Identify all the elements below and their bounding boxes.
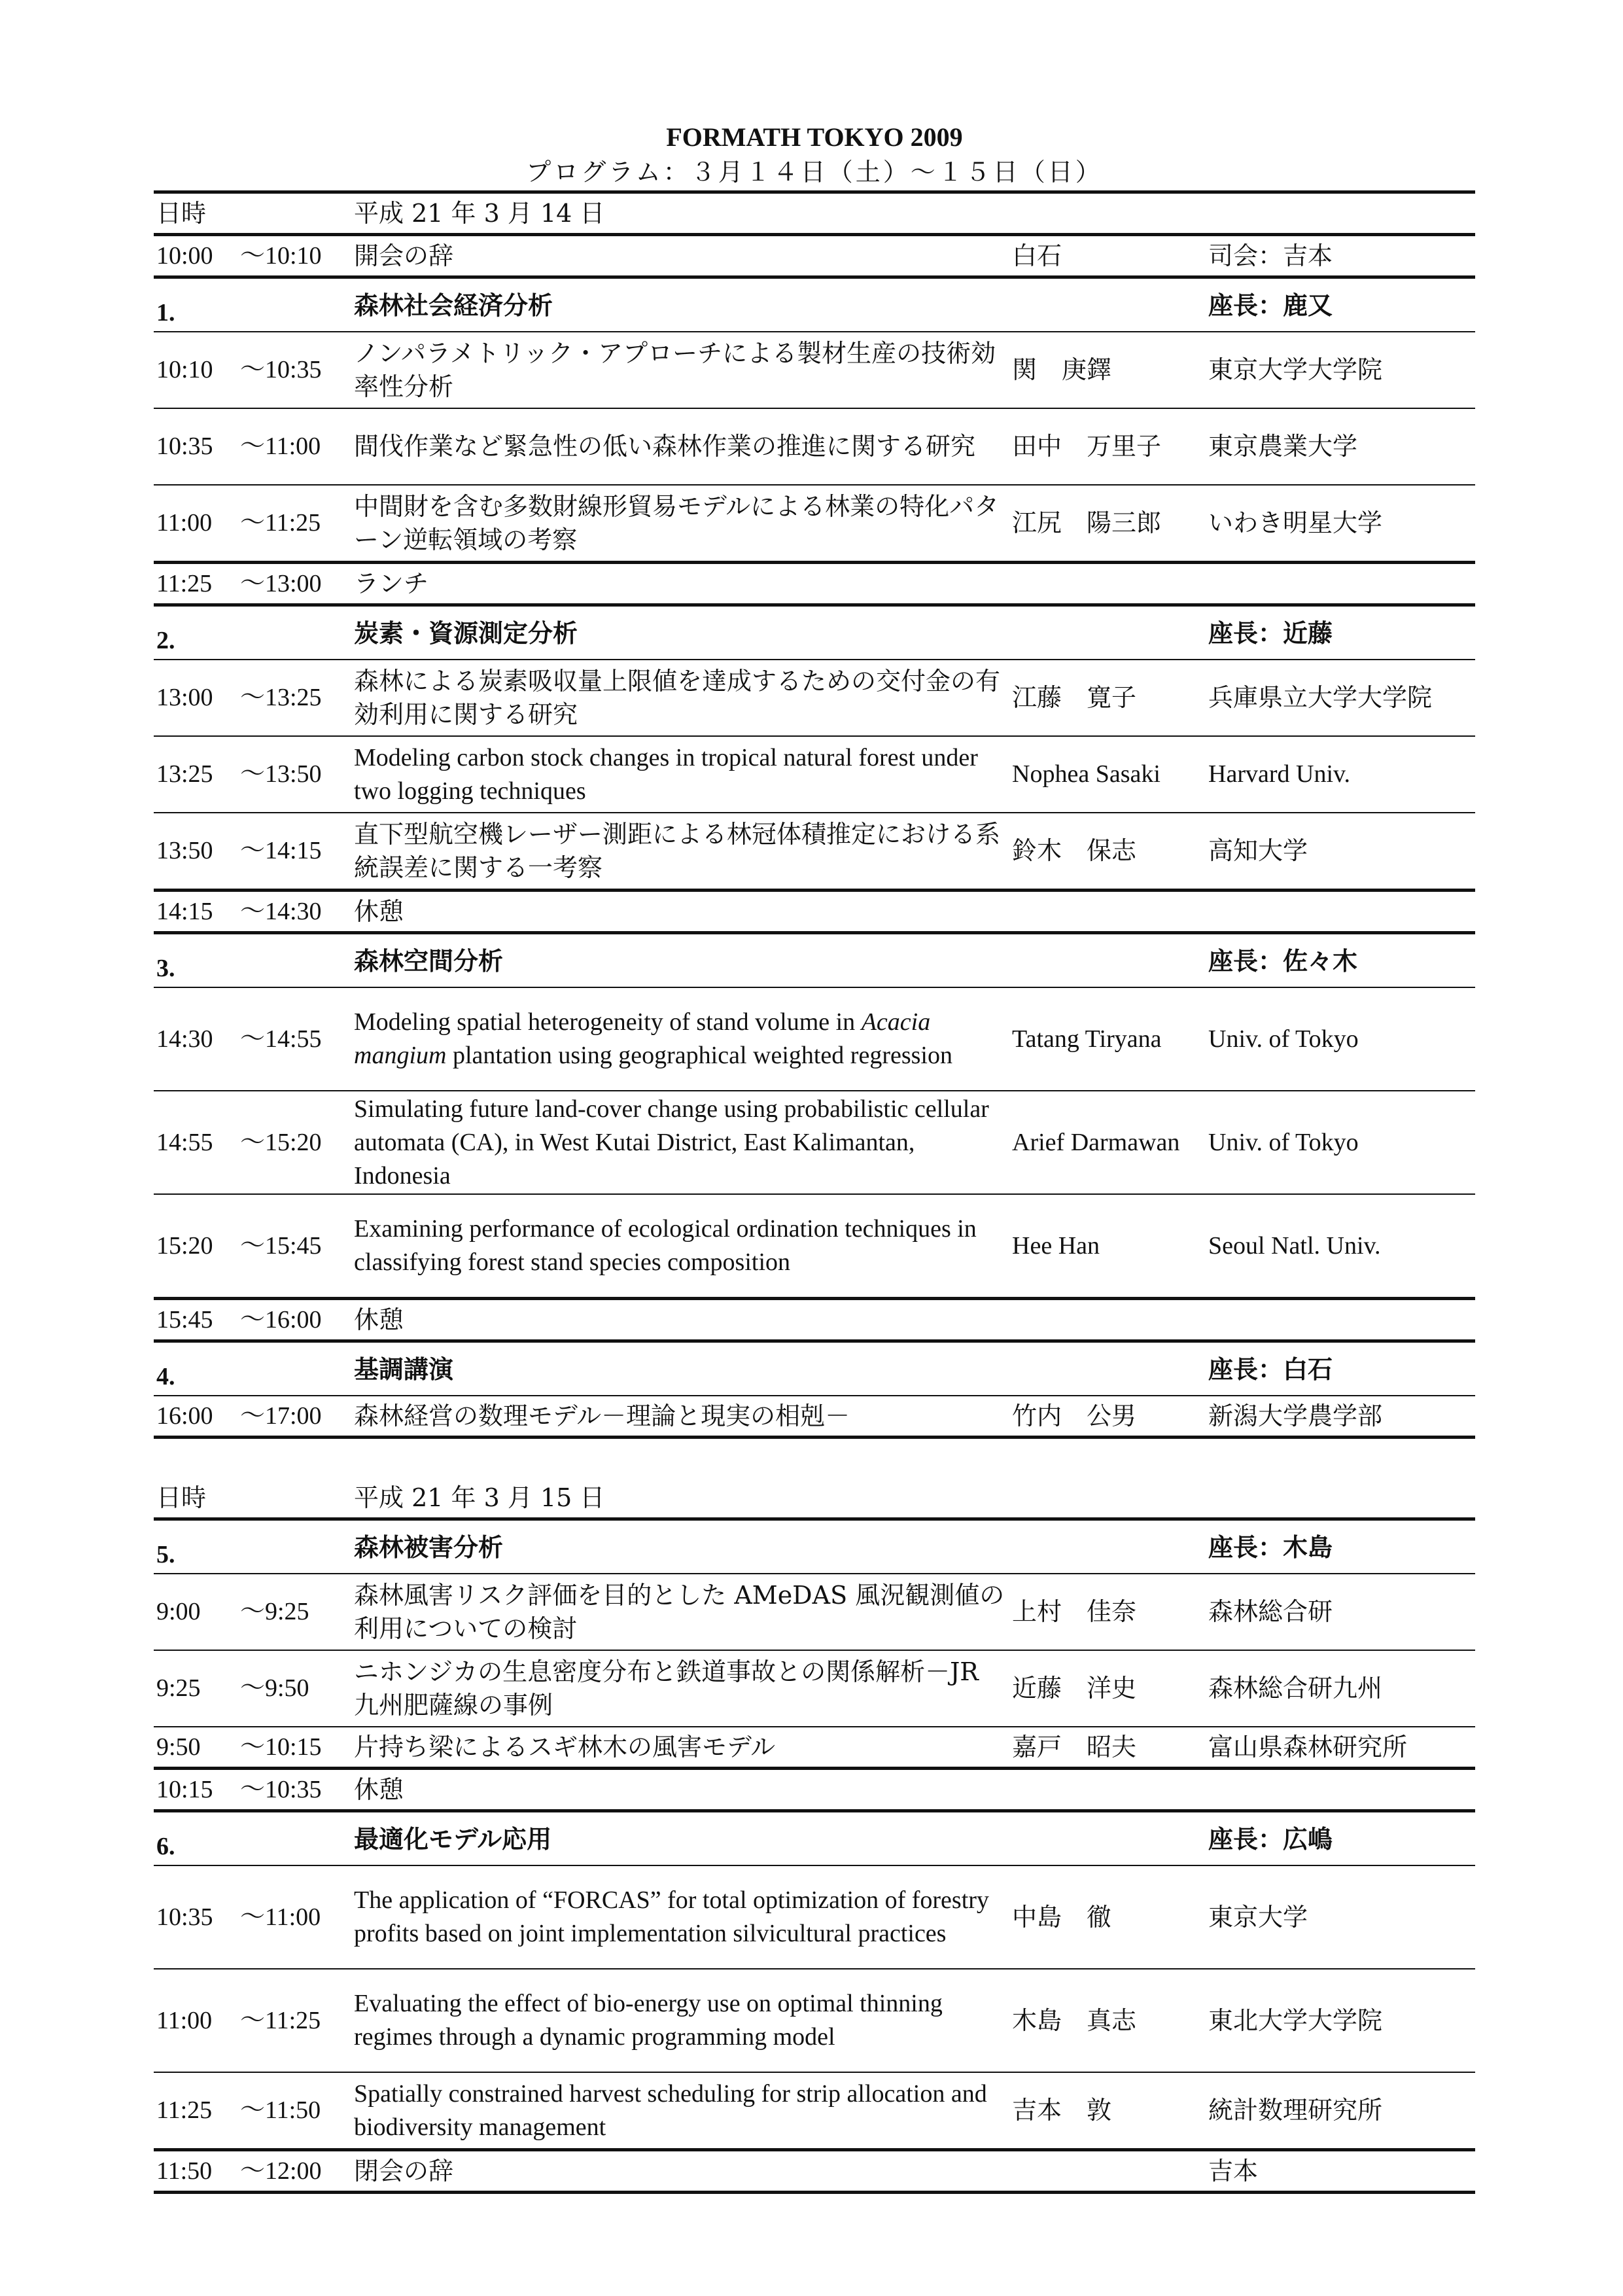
session-title: 基調講演	[351, 1341, 1206, 1396]
session-number: 2.	[154, 605, 351, 660]
session-title: 最適化モデル応用	[351, 1811, 1206, 1866]
talk-title: Simulating future land-cover change using probabilistic cellular automata (CA), in West Kutai District, East Kalimantan, Indonesia	[351, 1091, 1009, 1194]
end-time: ～13:25	[237, 660, 351, 736]
end-time: ～15:45	[237, 1194, 351, 1299]
end-time: ～15:20	[237, 1091, 351, 1194]
speaker: 竹内 公男	[1009, 1396, 1206, 1438]
document-subtitle: プログラム：３月１４日（土）～１５日（日）	[526, 158, 1103, 186]
document-title: FORMATH TOKYO 2009	[666, 122, 963, 152]
talk-title: 開会の辞	[351, 235, 1009, 277]
day-spacer	[154, 1438, 1475, 1479]
session-number: 1.	[154, 277, 351, 332]
break-row	[154, 563, 1475, 605]
talk-title: ノンパラメトリック・アプローチによる製材生産の技術効率性分析	[351, 332, 1009, 408]
session-header	[154, 605, 1475, 660]
speaker: 木島 真志	[1009, 1969, 1206, 2072]
session-header	[154, 1341, 1475, 1396]
affiliation: 森林総合研九州	[1206, 1650, 1475, 1727]
speaker: 田中 万里子	[1009, 408, 1206, 485]
affiliation: 富山県森林研究所	[1206, 1727, 1475, 1769]
program-row	[154, 1574, 1475, 1650]
talk-title: ニホンジカの生息密度分布と鉄道事故との関係解析－JR 九州肥薩線の事例	[351, 1650, 1009, 1727]
session-header	[154, 277, 1475, 332]
end-time: ～11:00	[237, 408, 351, 485]
end-time: ～16:00	[237, 1299, 351, 1341]
end-time: ～10:10	[237, 235, 351, 277]
speaker: 上村 佳奈	[1009, 1574, 1206, 1650]
end-time: ～11:00	[237, 1865, 351, 1969]
affiliation: 兵庫県立大学大学院	[1206, 660, 1475, 736]
end-time: ～11:50	[237, 2072, 351, 2150]
start-time: 11:25	[154, 2072, 237, 2150]
start-time: 10:35	[154, 1865, 237, 1969]
start-time: 14:55	[154, 1091, 237, 1194]
session-chair: 座長：木島	[1206, 1519, 1475, 1574]
talk-title	[351, 987, 1009, 1091]
session-number: 6.	[154, 1811, 351, 1866]
start-time: 11:00	[154, 1969, 237, 2072]
day-label: 日時	[156, 1483, 207, 1512]
start-time: 14:15	[154, 891, 237, 933]
program-row	[154, 1650, 1475, 1727]
session-number: 4.	[154, 1341, 351, 1396]
start-time: 11:25	[154, 563, 237, 605]
program-row	[154, 332, 1475, 408]
break-row	[154, 891, 1475, 933]
talk-title-part: plantation using geographical weighted regression	[446, 1042, 952, 1069]
affiliation: いわき明星大学	[1206, 485, 1475, 563]
affiliation: 統計数理研究所	[1206, 2072, 1475, 2150]
end-time: ～11:25	[237, 485, 351, 563]
speaker: 江藤 寛子	[1009, 660, 1206, 736]
program-row	[154, 485, 1475, 563]
speaker: 江尻 陽三郎	[1009, 485, 1206, 563]
talk-title: 片持ち梁によるスギ林木の風害モデル	[351, 1727, 1009, 1769]
session-number: 5.	[154, 1519, 351, 1574]
start-time: 14:30	[154, 987, 237, 1091]
program-row	[154, 1969, 1475, 2072]
session-title: 炭素・資源測定分析	[351, 605, 1206, 660]
speaker: 白石	[1009, 235, 1206, 277]
day-date: 平成 21 年 3 月 15 日	[354, 1483, 605, 1512]
session-header	[154, 1811, 1475, 1866]
session-chair: 座長：鹿又	[1206, 277, 1475, 332]
end-time: ～14:30	[237, 891, 351, 933]
start-time: 13:25	[154, 736, 237, 813]
program-row	[154, 408, 1475, 485]
speaker: 中島 徹	[1009, 1865, 1206, 1969]
session-header	[154, 933, 1475, 988]
speaker: 近藤 洋史	[1009, 1650, 1206, 1727]
affiliation: 東京農業大学	[1206, 408, 1475, 485]
start-time: 11:50	[154, 2150, 237, 2193]
end-time: ～14:55	[237, 987, 351, 1091]
program-row	[154, 1865, 1475, 1969]
end-time: ～13:50	[237, 736, 351, 813]
break-row	[154, 2150, 1475, 2193]
affiliation: Univ. of Tokyo	[1206, 1091, 1475, 1194]
break-label: ランチ	[351, 563, 1475, 605]
end-time: ～9:50	[237, 1650, 351, 1727]
session-chair: 座長：佐々木	[1206, 933, 1475, 988]
speaker: 鈴木 保志	[1009, 813, 1206, 891]
break-label: 閉会の辞	[351, 2150, 1206, 2193]
start-time: 11:00	[154, 485, 237, 563]
affiliation: 東北大学大学院	[1206, 1969, 1475, 2072]
talk-title: Spatially constrained harvest scheduling for strip allocation and biodiversity management	[351, 2072, 1009, 2150]
session-header	[154, 1519, 1475, 1574]
affiliation: 新潟大学農学部	[1206, 1396, 1475, 1438]
species-name: Acacia mangium	[354, 1008, 931, 1069]
start-time: 10:35	[154, 408, 237, 485]
end-time: ～11:25	[237, 1969, 351, 2072]
talk-title: 中間財を含む多数財線形貿易モデルによる林業の特化パターン逆転領域の考察	[351, 485, 1009, 563]
affiliation: 森林総合研	[1206, 1574, 1475, 1650]
start-time: 9:50	[154, 1727, 237, 1769]
day-date: 平成 21 年 3 月 14 日	[351, 192, 1475, 235]
talk-title: The application of “FORCAS” for total optimization of forestry profits based on joint implementation silvicultural practices	[351, 1865, 1009, 1969]
end-time: ～12:00	[237, 2150, 351, 2193]
talk-title: Evaluating the effect of bio-energy use on optimal thinning regimes through a dynamic programming model	[351, 1969, 1009, 2072]
talk-title: Modeling carbon stock changes in tropical natural forest under two logging techniques	[351, 736, 1009, 813]
program-row	[154, 1091, 1475, 1194]
program-row	[154, 987, 1475, 1091]
session-title: 森林社会経済分析	[351, 277, 1206, 332]
day-header	[154, 192, 1475, 235]
start-time: 9:00	[154, 1574, 237, 1650]
program-row	[154, 1194, 1475, 1299]
affiliation: 高知大学	[1206, 813, 1475, 891]
session-chair: 座長：白石	[1206, 1341, 1475, 1396]
affiliation: Harvard Univ.	[1206, 736, 1475, 813]
end-time: ～17:00	[237, 1396, 351, 1438]
program-page	[154, 121, 1475, 2194]
session-title: 森林被害分析	[351, 1519, 1206, 1574]
program-row	[154, 660, 1475, 736]
program-row	[154, 813, 1475, 891]
start-time: 10:10	[154, 332, 237, 408]
talk-title: Examining performance of ecological ordination techniques in classifying forest stand species composition	[351, 1194, 1009, 1299]
day-header	[154, 1478, 1475, 1519]
end-time: ～10:35	[237, 1769, 351, 1811]
talk-title: 森林経営の数理モデル－理論と現実の相剋－	[351, 1396, 1009, 1438]
affiliation: 東京大学	[1206, 1865, 1475, 1969]
start-time: 15:20	[154, 1194, 237, 1299]
start-time: 13:00	[154, 660, 237, 736]
talk-title: 森林風害リスク評価を目的とした AMeDAS 風況観測値の利用についての検討	[351, 1574, 1009, 1650]
end-time: ～14:15	[237, 813, 351, 891]
program-row	[154, 736, 1475, 813]
speaker: 関 庚鐸	[1009, 332, 1206, 408]
speaker: 嘉戸 昭夫	[1009, 1727, 1206, 1769]
talk-title: 間伐作業など緊急性の低い森林作業の推進に関する研究	[351, 408, 1009, 485]
speaker: 吉本 敦	[1009, 2072, 1206, 2150]
speaker: Tatang Tiryana	[1009, 987, 1206, 1091]
speaker: 吉本	[1206, 2150, 1475, 2193]
end-time: ～10:15	[237, 1727, 351, 1769]
talk-title: 直下型航空機レーザー測距による林冠体積推定における系統誤差に関する一考察	[351, 813, 1009, 891]
end-time: ～13:00	[237, 563, 351, 605]
affiliation: 東京大学大学院	[1206, 332, 1475, 408]
program-row	[154, 1727, 1475, 1769]
speaker: Nophea Sasaki	[1009, 736, 1206, 813]
end-time: ～10:35	[237, 332, 351, 408]
start-time: 13:50	[154, 813, 237, 891]
break-label: 休憩	[351, 891, 1475, 933]
break-label: 休憩	[351, 1299, 1475, 1341]
program-table	[154, 190, 1475, 2194]
end-time: ～9:25	[237, 1574, 351, 1650]
start-time: 9:25	[154, 1650, 237, 1727]
program-row	[154, 2072, 1475, 2150]
break-label: 休憩	[351, 1769, 1475, 1811]
speaker: Hee Han	[1009, 1194, 1206, 1299]
start-time: 16:00	[154, 1396, 237, 1438]
affiliation: Seoul Natl. Univ.	[1206, 1194, 1475, 1299]
program-row	[154, 235, 1475, 277]
start-time: 10:15	[154, 1769, 237, 1811]
break-row	[154, 1299, 1475, 1341]
affiliation: Univ. of Tokyo	[1206, 987, 1475, 1091]
session-title: 森林空間分析	[351, 933, 1206, 988]
session-chair: 座長：広嶋	[1206, 1811, 1475, 1866]
start-time: 10:00	[154, 235, 237, 277]
affiliation: 司会：吉本	[1206, 235, 1475, 277]
start-time: 15:45	[154, 1299, 237, 1341]
session-chair: 座長：近藤	[1206, 605, 1475, 660]
speaker: Arief Darmawan	[1009, 1091, 1206, 1194]
talk-title-part: Modeling spatial heterogeneity of stand volume in	[354, 1008, 862, 1036]
day-label: 日時	[154, 192, 351, 235]
session-number: 3.	[154, 933, 351, 988]
program-row	[154, 1396, 1475, 1438]
break-row	[154, 1769, 1475, 1811]
talk-title: 森林による炭素吸収量上限値を達成するための交付金の有効利用に関する研究	[351, 660, 1009, 736]
